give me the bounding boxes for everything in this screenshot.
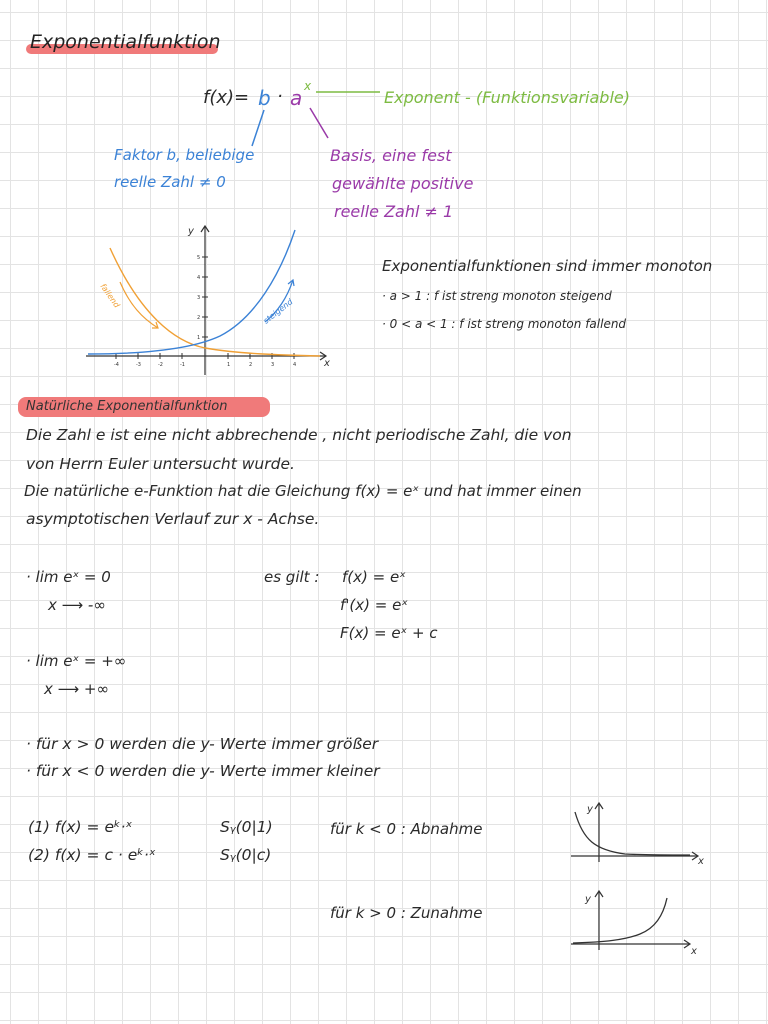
decrease-graph xyxy=(565,800,710,866)
base-note-line1: Basis, eine fest xyxy=(330,146,452,165)
base-note-line2: gewählte positive xyxy=(332,174,474,193)
monotony-case-rising: · a > 1 : f ist streng monoton steigend xyxy=(382,289,612,303)
form2-y-intercept: Sᵧ(0|c) xyxy=(220,846,272,864)
exponent-note: Exponent - (Funktionsvariable) xyxy=(384,88,630,107)
increase-graph-y-label: y xyxy=(585,894,591,905)
exponential-graph xyxy=(80,220,340,380)
monotony-heading: Exponentialfunktionen sind immer monoton xyxy=(382,257,713,275)
paragraph1-line2: von Herrn Euler untersucht wurde. xyxy=(26,455,295,473)
formula-x: x xyxy=(304,79,312,93)
paragraph2-line1: Die natürliche e-Funktion hat die Gleichung f(x) = eˣ und hat immer einen xyxy=(24,482,582,500)
rising-label: steigend xyxy=(261,297,295,326)
graph1-x-label: x xyxy=(324,358,330,369)
increase-graph-x-label: x xyxy=(691,946,697,957)
decrease-graph-x-label: x xyxy=(698,856,704,867)
decrease-graph-y-label: y xyxy=(587,804,593,815)
base-note-line3: reelle Zahl ≠ 1 xyxy=(334,202,454,221)
paragraph2-line2: asymptotischen Verlauf zur x - Achse. xyxy=(26,510,320,528)
formula-a: a xyxy=(290,86,303,110)
formula-b: b xyxy=(258,86,271,110)
graph1-y-tick-label: 5 xyxy=(197,255,201,261)
graph1-y-tick-label: 3 xyxy=(197,295,201,301)
graph1-x-tick-label: 3 xyxy=(271,362,275,368)
increase-graph xyxy=(565,886,710,956)
limit-plus-infinity: · lim eˣ = +∞ xyxy=(26,652,127,670)
factor-note-line1: Faktor b, beliebige xyxy=(114,146,255,164)
form1-equation: (1) f(x) = eᵏ·ˣ xyxy=(28,818,133,836)
paragraph1-line1: Die Zahl e ist eine nicht abbrechende , nicht periodische Zahl, die von xyxy=(26,426,572,444)
rule-derivative: f'(x) = eˣ xyxy=(340,596,408,614)
behaviour-positive-x: · für x > 0 werden die y- Werte immer größer xyxy=(26,735,379,753)
graph1-y-tick-label: 2 xyxy=(197,315,201,321)
limit-minus-infinity-sub: x ⟶ -∞ xyxy=(48,596,106,614)
limit-minus-infinity: · lim eˣ = 0 xyxy=(26,568,111,586)
graph1-y-tick-label: 1 xyxy=(197,335,201,341)
rule-antiderivative: F(x) = eˣ + c xyxy=(340,624,438,642)
rule-label: es gilt : xyxy=(264,568,320,586)
increase-label: für k > 0 : Zunahme xyxy=(330,904,483,922)
factor-note-line2: reelle Zahl ≠ 0 xyxy=(114,173,226,191)
graph1-x-tick-label: -2 xyxy=(158,362,163,368)
decrease-label: für k < 0 : Abnahme xyxy=(330,820,483,838)
formula-fx: f(x)= xyxy=(203,87,250,108)
graph1-y-label: y xyxy=(188,226,194,237)
formula-dot: · xyxy=(277,86,283,107)
behaviour-negative-x: · für x < 0 werden die y- Werte immer kleiner xyxy=(26,762,380,780)
form2-equation: (2) f(x) = c · eᵏ·ˣ xyxy=(28,846,156,864)
falling-arrow xyxy=(120,282,158,328)
graph1-x-tick-label: 2 xyxy=(249,362,253,368)
limit-plus-infinity-sub: x ⟶ +∞ xyxy=(44,680,109,698)
rising-curve xyxy=(88,230,295,354)
falling-label: fallend xyxy=(98,281,122,310)
form1-y-intercept: Sᵧ(0|1) xyxy=(220,818,273,836)
graph1-x-tick-label: 4 xyxy=(293,362,297,368)
monotony-case-falling: · 0 < a < 1 : f ist streng monoton fallend xyxy=(382,317,627,331)
graph1-x-tick-label: 1 xyxy=(227,362,231,368)
page-title: Exponentialfunktion xyxy=(30,31,221,53)
graph1-x-tick-label: -4 xyxy=(114,362,119,368)
graph1-x-tick-label: -3 xyxy=(136,362,141,368)
rule-function: f(x) = eˣ xyxy=(342,568,406,586)
section2-title: Natürliche Exponentialfunktion xyxy=(26,399,228,414)
graph1-x-tick-label: -1 xyxy=(180,362,185,368)
graph1-y-tick-label: 4 xyxy=(197,275,201,281)
